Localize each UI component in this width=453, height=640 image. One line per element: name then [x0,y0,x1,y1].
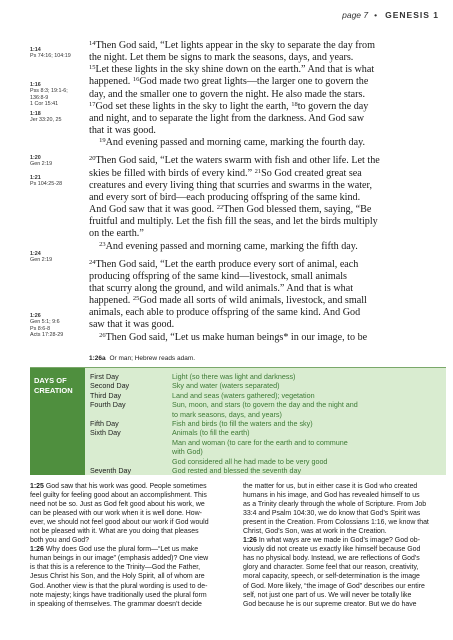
text-line [30,563,232,572]
day-label: Third Day [90,390,122,400]
creation-day-row [90,381,440,390]
scripture-paragraph [89,155,441,252]
text-run: ever, we should not feel good about our work if God would [30,519,209,527]
text-line [30,518,232,527]
text-line [89,228,441,240]
text-run: animals, each able to produce offspring of the same kind. And God [89,307,361,319]
notes-column-right [243,482,445,609]
text-line [89,332,441,344]
text-line [243,563,445,572]
cross-ref-verse: 1:18 [30,111,41,117]
cross-ref-passage: 1 Cor 15:41 [30,101,59,108]
cross-ref-passage: 136:8-9 [30,94,49,101]
text-run: And God saw that it was good. [89,204,217,216]
book-title: GENESIS 1 [385,10,439,20]
text-line [89,180,441,192]
day-label: Fourth Day [90,400,126,410]
text-run: Jesus Christ his Son, and the Holy Spirit, all of whom are [30,573,205,581]
day-description [172,466,440,475]
text-line [89,64,441,76]
text-line [89,125,441,137]
text-run: God. Another view is that the plural wording is used to de- [30,582,208,590]
text-run: present in the Creation. From Colossians 1:16, we know that [243,519,429,527]
text-run: glory and character. Some feel that our reason, creativity, [243,564,419,572]
text-run: to govern the day [297,100,369,112]
cross-ref [30,82,90,108]
scripture-paragraph [89,259,441,344]
cross-ref-verse: 1:24 [30,251,41,257]
day-label: First Day [90,372,119,381]
day-description-line: Land and seas (waters gathered); vegetation [172,390,315,400]
text-run: Then God said, “Let the waters swarm with fish and other life. Let the [95,155,380,167]
text-run: And evening passed and morning came, marking the fourth day. [105,137,366,149]
text-run: both you and God? [30,537,90,545]
day-description-line: God considered all he had made to be very good [172,456,328,466]
text-run: God set these lights in the sky to light the earth, [95,100,292,112]
verse-number: 20 [89,155,96,163]
text-line [30,554,232,563]
text-line [89,271,441,283]
cross-ref [30,47,90,60]
day-description [172,428,440,466]
scripture-paragraph [89,40,441,149]
text-run: So God created great sea [261,167,362,179]
text-run: happened. [89,295,133,307]
text-line [30,591,232,600]
text-run: In what ways are we made in God’s image? God ob- [256,537,420,545]
day-description-line: Fish and birds (to fill the waters and the sky) [172,419,313,429]
text-line [243,518,445,527]
day-description-line: Animals (to fill the earth) [172,428,250,438]
text-line [243,591,445,600]
text-line [30,509,232,518]
scripture-text [89,40,441,350]
creation-day-row [90,428,440,466]
text-line [30,527,232,536]
verse-number: 21 [254,167,262,175]
cross-ref-passage: Ps 8:6-8 [30,325,51,332]
text-run [89,332,99,343]
text-line [243,545,445,554]
text-line [89,307,441,319]
verse-number: 17 [89,100,96,108]
day-description [172,391,440,400]
text-line [30,500,232,509]
day-description-line: with God) [172,447,203,457]
text-line [30,491,232,500]
text-run: the matter for us, but in either case it is God who created [243,483,418,490]
day-description [172,381,440,390]
cross-ref [30,313,90,339]
day-label: Seventh Day [90,466,132,476]
text-run: God made all sorts of wild animals, livestock, and small [139,295,367,307]
cross-ref-verse: 1:21 [30,175,41,181]
text-line [243,527,445,536]
verse-number: 24 [89,258,96,266]
day-label: Sixth Day [90,428,121,438]
text-run [89,241,99,252]
text-run: that it was good. [89,125,156,137]
cross-ref-passage: Acts 17:28-29 [30,332,64,339]
cross-ref-passage: Gen 2:19 [30,257,53,264]
text-run: viously did not create us exactly like himself because God [243,546,421,554]
text-run: Christ, God’s Son, was at work in the Creation. [243,528,387,536]
text-run: Then God said, “Let lights appear in the sky to separate the day from [95,40,375,51]
text-line [243,491,445,500]
text-line [30,482,232,491]
day-description [172,419,440,428]
verse-number: 22 [216,204,224,212]
text-line [243,509,445,518]
text-line [89,52,441,64]
text-run: human beings in our image” (emphasis added)? One view [30,555,209,563]
note-reference: 1:26 [30,546,44,554]
day-label: Fifth Day [90,419,119,429]
day-description [172,400,440,419]
chart-rows [90,372,440,475]
text-run: producing offspring of the same kind—livestock, small animals [89,270,347,282]
creation-day-row [90,419,440,428]
text-run: moral capacity, speech, or self-determination is the image [243,573,420,581]
text-run: is that this is a reference to the Trinity—God the Father, [30,564,201,572]
text-line [89,40,441,52]
text-line [89,89,441,101]
cross-ref-passage: Gen 2:19 [30,161,53,168]
text-run: that scurry along the ground, and wild animals.” And that is what [89,282,354,294]
running-header [342,10,439,20]
text-run: the night. Let them be signs to mark the seasons, days, and years. [89,52,354,64]
creation-day-row [90,466,440,475]
day-description-line: Light (so there was light and darkness) [172,372,296,381]
text-line [89,241,441,253]
text-line [89,113,441,125]
text-line [89,204,441,216]
text-line [89,319,441,331]
verse-number: 16 [132,76,140,84]
text-line [89,192,441,204]
day-description-line: Sky and water (waters separated) [172,381,280,391]
text-line [30,536,232,545]
cross-ref [30,175,90,188]
text-line [243,572,445,581]
text-line [243,482,445,491]
text-run: Why does God use the plural form—“Let us make [43,546,199,554]
day-description-line: Man and woman (to care for the earth and to commune [172,437,348,447]
separator-dot: • [374,10,378,20]
creation-day-row [90,400,440,419]
text-run: can be pleased with our work when it is well done. How- [30,510,202,518]
text-line [89,283,441,295]
text-run: self, not just one part of us. We will never be totally like [243,591,412,599]
notes-column-left [30,482,232,609]
day-label: Second Day [90,381,130,391]
verse-number: 18 [291,100,298,108]
day-description-line: to mark seasons, days, and years) [172,409,282,419]
verse-number: 15 [89,64,96,72]
footnote-ref: 1:26a [89,355,106,362]
text-run: and night, and to separate the light from the darkness. And God saw [89,112,365,124]
text-line [243,600,445,609]
text-run: creatures and every living thing that scurries and swarms in the water, [89,179,373,191]
text-run: God because he is our supreme creator. But we do have [243,600,417,608]
day-description-line: God rested and blessed the seventh day [172,466,302,476]
verse-number: 23 [99,240,106,248]
text-run: God made two great lights—the larger one to govern the [139,76,369,88]
text-run: as a Trinity clearly through the whole of Scripture. From Job [243,501,427,509]
text-line [89,295,441,307]
text-run: note majesty; kings have traditionally used the plural form [30,591,207,599]
text-line [89,101,441,113]
chart-title [30,368,85,475]
days-of-creation-chart [30,367,446,475]
text-line [89,168,441,180]
text-run: Then God blessed them, saying, “Be [223,204,372,216]
text-run: fruitful and multiply. Let the fish fill the seas, and let the birds multiply [89,216,378,228]
text-run: Then God said, “Let us make human beings* in our image, to be [105,331,368,343]
note-reference: 1:25 [30,483,44,490]
note-reference: 1:26 [243,537,257,545]
text-run: not be pleased with it. What are you doing that pleases [30,528,199,536]
footnote [89,355,195,362]
footnote-text: Or man; Hebrew reads adam. [109,355,196,362]
verse-number: 26 [99,331,106,339]
text-line [243,582,445,591]
cross-ref-verse: 1:16 [30,82,41,88]
text-line [243,500,445,509]
verse-number: 14 [89,40,96,47]
cross-ref-passage: Gen 5:1; 9:6 [30,319,60,326]
cross-ref [30,155,90,168]
chart-title-line: DAYS OF [34,376,67,385]
cross-ref-verse: 1:26 [30,313,41,319]
text-run: day, and the smaller one to govern the night. He also made the stars. [89,88,366,100]
cross-ref-verse: 1:20 [30,155,41,161]
day-description [172,372,440,381]
cross-ref-passage: Ps 74:16; 104:19 [30,53,71,60]
cross-ref-passage: Pss 8:3; 19:1-6; [30,88,68,95]
text-line [30,545,232,554]
text-line [89,137,441,149]
text-run: of God. More likely, “the image of God” describes our entire [243,582,425,590]
text-run: Then God said, “Let the earth produce every sort of animal, each [95,258,359,270]
text-run: in speaking of themselves. The grammar doesn’t decide [30,600,202,608]
text-run: skies be filled with birds of every kind.” [89,167,255,179]
text-line [243,536,445,545]
creation-day-row [90,391,440,400]
text-line [243,554,445,563]
cross-ref [30,251,90,264]
page-number: page 7 [342,10,369,20]
text-run: need not be so. Just as God felt good about his work, we [30,501,205,509]
text-line [89,216,441,228]
text-run: humans in his image, and God has revealed himself to us [243,492,420,500]
text-run: and every sort of bird—each producing offspring of the same kind. [89,191,361,203]
text-run: saw that it was good. [89,319,175,331]
text-line [30,572,232,581]
creation-day-row [90,372,440,381]
text-line [30,582,232,591]
text-run: 33:4 and Psalm 104:30, we do know that God’s Spirit was [243,510,421,518]
cross-ref-passage: Jer 33:20, 25 [30,117,62,124]
text-run: feel guilty for feeling good about an accomplishment. This [30,492,207,500]
text-run: happened. [89,76,133,88]
text-line [89,155,441,167]
text-run [89,137,99,148]
text-line [89,76,441,88]
verse-number: 25 [132,295,140,303]
text-line [89,259,441,271]
text-run: Let these lights in the sky shine down on the earth.” And that is what [95,64,375,76]
cross-ref [30,111,90,124]
text-run: And evening passed and morning came, marking the fifth day. [105,240,358,252]
day-description-line: Sun, moon, and stars (to govern the day and the night and [172,400,358,410]
chart-title-line: CREATION [34,386,73,395]
text-run: has no physical body. Instead, we are reflections of God’s [243,555,420,563]
cross-ref-verse: 1:14 [30,47,41,53]
text-run: on the earth.” [89,228,144,240]
verse-number: 19 [99,137,106,145]
cross-ref-passage: Ps 104:25-28 [30,181,63,188]
text-run: God saw that his work was good. People sometimes [43,483,207,490]
text-line [30,600,232,609]
